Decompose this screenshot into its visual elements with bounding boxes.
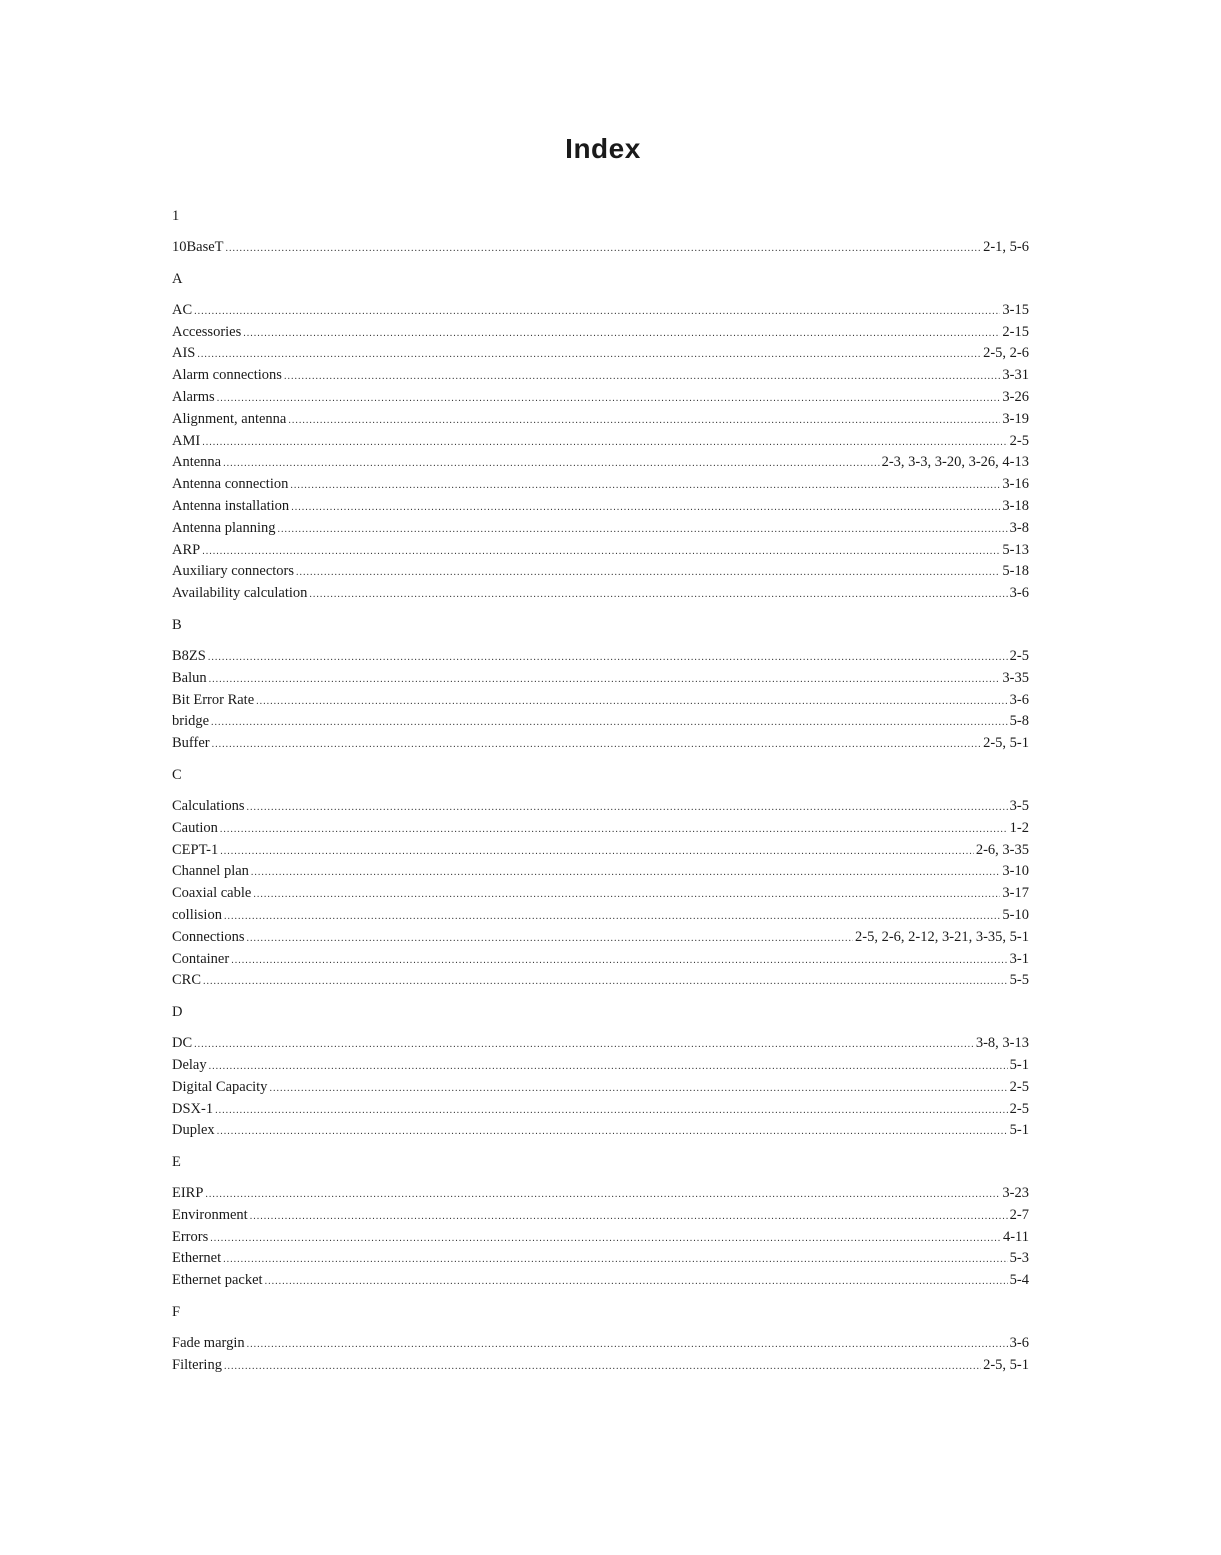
dot-leader xyxy=(211,712,1008,734)
index-pages: 5-8 xyxy=(1009,713,1029,730)
index-pages: 2-15 xyxy=(1002,323,1029,340)
index-term: Channel plan xyxy=(172,863,249,880)
dot-leader xyxy=(224,1356,981,1378)
dot-leader xyxy=(209,669,1001,691)
index-pages: 5-1 xyxy=(1009,1056,1029,1073)
dot-leader xyxy=(209,1056,1008,1078)
index-term: CEPT-1 xyxy=(172,841,219,858)
index-pages: 2-3, 3-3, 3-20, 3-26, 4-13 xyxy=(881,454,1029,471)
index-entry xyxy=(172,840,1029,862)
index-section xyxy=(172,300,1029,605)
section-letter: E xyxy=(172,1154,181,1171)
index-entry xyxy=(172,1205,1029,1227)
index-term: AIS xyxy=(172,345,196,362)
dot-leader xyxy=(217,388,1001,410)
section-letter: 1 xyxy=(172,208,180,224)
index-term: Calculations xyxy=(172,797,245,814)
dot-leader xyxy=(202,432,1007,454)
index-pages: 5-3 xyxy=(1009,1250,1029,1267)
index-pages: 3-35 xyxy=(1002,669,1029,686)
index-term: Antenna installation xyxy=(172,497,290,514)
index-pages: 3-1 xyxy=(1009,950,1029,967)
index-term: Container xyxy=(172,950,230,967)
dot-leader xyxy=(203,971,1008,993)
page-title: Index xyxy=(565,133,641,164)
index-term: Antenna connection xyxy=(172,476,289,493)
dot-leader xyxy=(253,884,1000,906)
dot-leader xyxy=(247,797,1008,819)
dot-leader xyxy=(226,238,982,260)
index-term: Alarm connections xyxy=(172,367,282,384)
dot-leader xyxy=(212,734,981,756)
index-entry xyxy=(172,905,1029,927)
index-entry xyxy=(172,322,1029,344)
index-entry xyxy=(172,861,1029,883)
index-term: Environment xyxy=(172,1206,248,1223)
dot-leader xyxy=(217,1121,1008,1143)
index-entry xyxy=(172,970,1029,992)
dot-leader xyxy=(251,862,1000,884)
index-term: Alignment, antenna xyxy=(172,410,287,427)
index-term: Caution xyxy=(172,819,218,836)
index-pages: 5-18 xyxy=(1002,563,1029,580)
index-entry xyxy=(172,474,1029,496)
index-pages: 2-5 xyxy=(1009,1100,1029,1117)
dot-leader xyxy=(243,323,1000,345)
dot-leader xyxy=(247,1334,1008,1356)
index-term: Antenna planning xyxy=(172,519,276,536)
index-term: bridge xyxy=(172,713,210,730)
index-term: AMI xyxy=(172,432,201,449)
dot-leader xyxy=(309,584,1007,606)
index-term: Auxiliary connectors xyxy=(172,563,295,580)
index-entry xyxy=(172,431,1029,453)
index-entry xyxy=(172,237,1029,259)
index-pages: 5-1 xyxy=(1009,1122,1029,1139)
dot-leader xyxy=(231,950,1007,972)
index-term: Fade margin xyxy=(172,1335,245,1352)
index-pages: 3-8 xyxy=(1009,519,1029,536)
index-section xyxy=(172,1183,1029,1292)
index-entry xyxy=(172,818,1029,840)
index-term: Accessories xyxy=(172,323,242,340)
index-entry xyxy=(172,1333,1029,1355)
section-letter: D xyxy=(172,1004,183,1021)
section-letter: B xyxy=(172,616,182,633)
dot-leader xyxy=(205,1184,1000,1206)
index-pages: 3-23 xyxy=(1002,1185,1029,1202)
dot-leader xyxy=(215,1100,1008,1122)
index-term: collision xyxy=(172,906,222,923)
index-term: Digital Capacity xyxy=(172,1078,268,1095)
index-entry xyxy=(172,690,1029,712)
dot-leader xyxy=(210,1228,1001,1250)
dot-leader xyxy=(208,647,1008,669)
index-pages: 2-7 xyxy=(1009,1206,1029,1223)
index-section xyxy=(172,1333,1029,1377)
dot-leader xyxy=(194,301,1000,323)
index-pages: 3-17 xyxy=(1002,885,1029,902)
dot-leader xyxy=(220,819,1008,841)
index-term: DC xyxy=(172,1035,193,1052)
index-term: Balun xyxy=(172,669,207,686)
section-letter: C xyxy=(172,766,182,783)
index-term: DSX-1 xyxy=(172,1100,214,1117)
index-entry xyxy=(172,387,1029,409)
index-pages: 2-1, 5-6 xyxy=(983,239,1029,255)
index-term: Coaxial cable xyxy=(172,885,252,902)
index-entry xyxy=(172,1355,1029,1377)
index-entry xyxy=(172,583,1029,605)
index-entry xyxy=(172,496,1029,518)
index-pages: 3-16 xyxy=(1002,476,1029,493)
index-entry xyxy=(172,300,1029,322)
index-entry xyxy=(172,343,1029,365)
index-term: AC xyxy=(172,301,193,318)
index-pages: 2-5, 2-6, 2-12, 3-21, 3-35, 5-1 xyxy=(855,928,1029,945)
index-pages: 3-5 xyxy=(1009,797,1029,814)
index-pages: 2-5, 5-1 xyxy=(983,735,1029,752)
index-pages: 3-19 xyxy=(1002,410,1029,427)
index-term: Connections xyxy=(172,928,245,945)
index-entry xyxy=(172,1055,1029,1077)
index-term: Duplex xyxy=(172,1122,215,1139)
index-pages: 2-6, 3-35 xyxy=(975,841,1029,858)
index-section xyxy=(172,1033,1029,1142)
index-term: Buffer xyxy=(172,735,210,752)
index-term: EIRP xyxy=(172,1185,204,1202)
index-entry xyxy=(172,711,1029,733)
index-pages: 3-26 xyxy=(1002,388,1029,405)
dot-leader xyxy=(223,453,879,475)
index-pages: 5-5 xyxy=(1009,972,1029,989)
dot-leader xyxy=(296,562,1000,584)
index-entry xyxy=(172,883,1029,905)
index-term: B8ZS xyxy=(172,647,206,664)
dot-leader xyxy=(223,1249,1008,1271)
index-pages: 5-13 xyxy=(1002,541,1029,558)
index-entry xyxy=(172,1099,1029,1121)
index-entry xyxy=(172,1033,1029,1055)
index-entry xyxy=(172,733,1029,755)
dot-leader xyxy=(290,475,1000,497)
index-entry xyxy=(172,668,1029,690)
index-section xyxy=(172,237,1029,259)
index-entry xyxy=(172,540,1029,562)
index-entry xyxy=(172,1183,1029,1205)
index-term: 10BaseT xyxy=(172,239,224,255)
index-term: Availability calculation xyxy=(172,585,308,602)
index-pages: 2-5, 2-6 xyxy=(983,345,1029,362)
index-pages: 3-6 xyxy=(1009,585,1029,602)
dot-leader xyxy=(220,841,974,863)
index-pages: 2-5 xyxy=(1009,647,1029,664)
dot-leader xyxy=(202,541,1000,563)
index-entry xyxy=(172,796,1029,818)
dot-leader xyxy=(256,691,1008,713)
dot-leader xyxy=(197,344,981,366)
index-entry xyxy=(172,518,1029,540)
index-term: Filtering xyxy=(172,1356,222,1373)
index-pages: 3-31 xyxy=(1002,367,1029,384)
index-term: Errors xyxy=(172,1228,209,1245)
dot-leader xyxy=(194,1034,974,1056)
index-entry xyxy=(172,1248,1029,1270)
index-entry xyxy=(172,452,1029,474)
index-entry xyxy=(172,409,1029,431)
dot-leader xyxy=(250,1206,1008,1228)
section-letter: A xyxy=(172,270,183,287)
index-entry xyxy=(172,1120,1029,1142)
index-pages: 3-10 xyxy=(1002,863,1029,880)
index-list xyxy=(172,205,1029,1386)
index-term: Alarms xyxy=(172,388,215,405)
dot-leader xyxy=(278,519,1008,541)
dot-leader xyxy=(247,928,854,950)
index-entry xyxy=(172,1270,1029,1292)
index-term: ARP xyxy=(172,541,201,558)
section-letter: F xyxy=(172,1304,181,1321)
index-section xyxy=(172,646,1029,755)
index-term: Bit Error Rate xyxy=(172,691,255,708)
index-pages: 3-8, 3-13 xyxy=(975,1035,1029,1052)
dot-leader xyxy=(224,906,1000,928)
dot-leader xyxy=(265,1271,1008,1293)
index-entry xyxy=(172,561,1029,583)
index-pages: 2-5, 5-1 xyxy=(983,1356,1029,1373)
index-pages: 5-4 xyxy=(1009,1272,1029,1289)
index-entry xyxy=(172,646,1029,668)
index-pages: 3-6 xyxy=(1009,1335,1029,1352)
index-pages: 3-6 xyxy=(1009,691,1029,708)
index-term: CRC xyxy=(172,972,202,989)
index-entry xyxy=(172,365,1029,387)
index-term: Ethernet packet xyxy=(172,1272,263,1289)
index-pages: 3-18 xyxy=(1002,497,1029,514)
index-pages: 5-10 xyxy=(1002,906,1029,923)
dot-leader xyxy=(291,497,1000,519)
dot-leader xyxy=(269,1078,1007,1100)
index-entry xyxy=(172,949,1029,971)
index-pages: 1-2 xyxy=(1009,819,1029,836)
index-entry xyxy=(172,927,1029,949)
index-pages: 2-5 xyxy=(1009,432,1029,449)
index-term: Antenna xyxy=(172,454,222,471)
index-entry xyxy=(172,1227,1029,1249)
index-section xyxy=(172,796,1029,992)
index-term: Delay xyxy=(172,1056,207,1073)
index-pages: 4-11 xyxy=(1002,1228,1029,1245)
dot-leader xyxy=(288,410,1000,432)
index-pages: 3-15 xyxy=(1002,301,1029,318)
dot-leader xyxy=(284,366,1000,388)
index-entry xyxy=(172,1077,1029,1099)
index-term: Ethernet xyxy=(172,1250,222,1267)
index-pages: 2-5 xyxy=(1009,1078,1029,1095)
